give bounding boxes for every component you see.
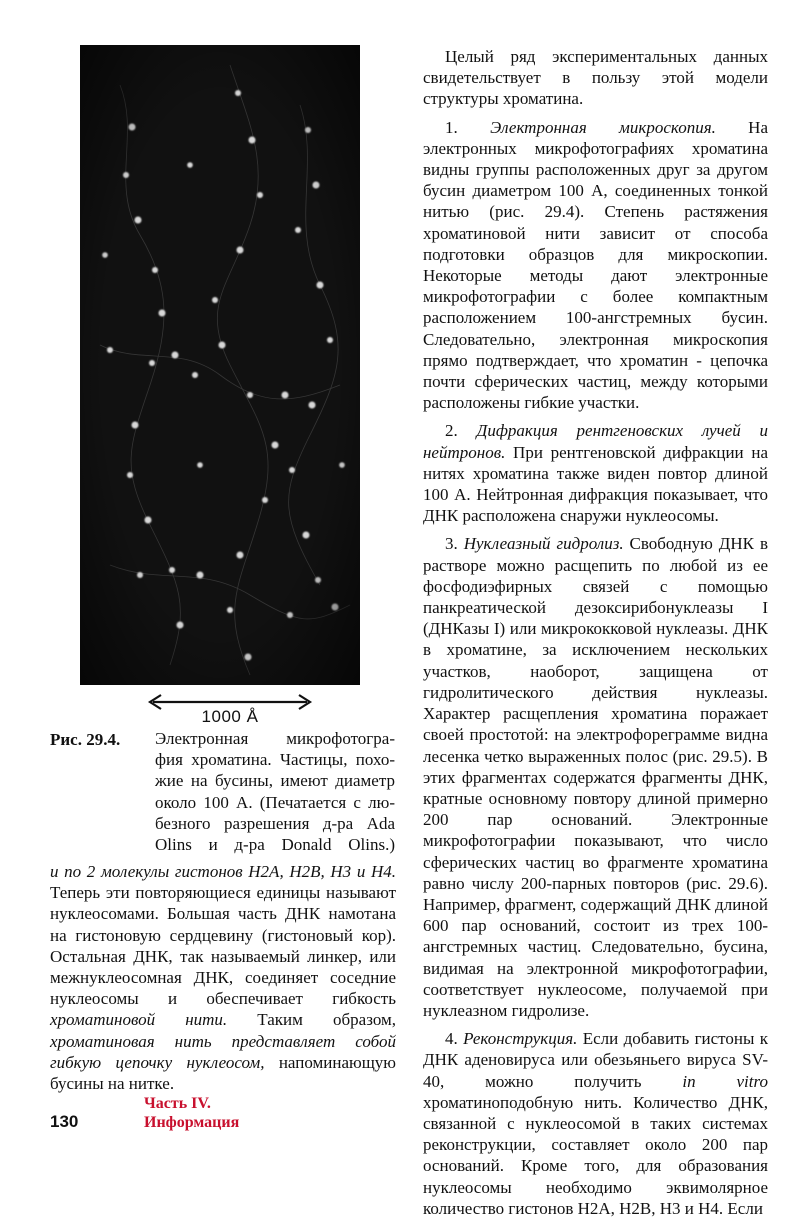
figure-caption	[155, 728, 395, 855]
scale-label: 1000 Å	[201, 707, 259, 726]
electron-micrograph	[80, 45, 360, 685]
caption-line: Olins и д-ра Donald Olins.)	[155, 835, 395, 855]
caption-line: жие на бусины, имеют диаметр	[155, 771, 395, 791]
item-title: Реконструкция.	[463, 1029, 578, 1049]
nucleosome-paragraph	[50, 861, 396, 1094]
text-italic: in vitro	[682, 1071, 768, 1091]
intro-paragraph: Целый ряд экспериментальных данных свидетельствует в пользу этой модели структуры хроматина.	[423, 47, 768, 109]
page-number: 130	[50, 1112, 79, 1131]
section-title: Информация	[144, 1114, 240, 1131]
item-body: На электронных микрофотографиях хроматина видны группы расположенных друг за другом бусин диаметром 100 А, соединенных тонкой нитью (рис. 29.4). Степень растяжения хроматиновой нити зависит от способа подготовки образцов для микроскопии. Некоторые методы дают электронные микрофотографии с более компактным расположением 100-ангстремных бусин. Следовательно, электронная микроскопия прямо подтверждает, что хроматин - цепочка почти сферических частиц, между которыми расположены гибкие участки.	[423, 117, 768, 413]
paragraph-nuclease-hydrolysis	[423, 533, 768, 1021]
text-italic: и по 2 молекулы гистонов Н2А, Н2В, Н3 и Н4.	[50, 862, 396, 881]
paragraph-diffraction	[423, 420, 768, 526]
caption-line: около 100 А. (Печатается с лю-	[155, 792, 395, 812]
item-title: Электронная микроскопия.	[490, 117, 716, 137]
item-number: 3.	[445, 534, 464, 554]
caption-line: безного разрешения д-ра Ada	[155, 813, 395, 833]
item-title: Дифракция рентгеновских лучей и нейтронов.	[423, 421, 768, 462]
text-italic: хроматиновая нить представляет собой гибкую цепочку нуклеосом,	[50, 1031, 396, 1072]
item-body: Свободную ДНК в растворе можно расщепить по любой из ее фосфодиэфирных связей с помощью панкреатической дезоксирибонуклеазы I (ДНКазы I) или микрококковой нуклеазы. ДНК в хроматине, за исключением нескольких участков, наоборот, защищена от гидролитического действия нуклеазы. Характер расщепления хроматина поражает своей простотой: на электрофореграмме видна лесенка четко выраженных полос (рис. 29.5). В этих фрагментах содержатся фрагменты ДНК, кратные основному повтору длиной примерно 200 пар оснований. Электронные микрофотографии показывают, что число сферических частиц во фрагменте хроматина равно числу 200-парных повторов (рис. 29.6). Например, фрагмент, содержащий ДНК длиной 600 пар оснований, состоит из трех 100-ангстремных частиц. Следовательно, бусина, видимая на электронной микрофотографии, соответствует нуклеосоме, получаемой при нуклеазном гидролизе.	[423, 534, 768, 1020]
text-italic: хроматиновой нити.	[50, 1010, 228, 1030]
section-part: Часть IV.	[144, 1095, 211, 1112]
caption-line: Электронная микрофотогра-	[155, 729, 395, 748]
item-body: При рентгеновской дифракции на нитях хроматина также виден повтор длиной 100 А. Нейтронная дифракция показывает, что ДНК расположена снаружи нуклеосомы.	[423, 442, 768, 526]
text-span: напоминающую бусины на нитке.	[50, 1052, 396, 1094]
caption-line: фия хроматина. Частицы, похо-	[155, 750, 395, 770]
item-number: 4.	[445, 1029, 464, 1049]
text-span: Таким образом,	[227, 1010, 397, 1030]
item-number: 1.	[445, 117, 491, 137]
micrograph-image	[80, 45, 360, 685]
paragraph-electron-microscopy	[423, 117, 768, 414]
scale-bar	[145, 692, 315, 732]
right-column-text	[423, 46, 768, 1226]
left-column-text	[50, 861, 396, 1094]
text-span: Теперь эти повторяющиеся единицы называют нуклеосомами. Большая часть ДНК намотана на гистоновую сердцевину (гистоновый кор). Остальная ДНК, так называемый линкер, или межнуклеосомная ДНК, соединяет соседние нуклеосомы и обеспечивает гибкость	[50, 883, 396, 1009]
section-label	[144, 1094, 239, 1132]
item-body: Если добавить гистоны к ДНК аденовируса или обезьяньего вируса SV-40, можно получить	[423, 1029, 769, 1091]
item-number: 2.	[445, 421, 477, 441]
item-title: Нуклеазный гидролиз.	[463, 534, 624, 554]
figure-caption-label: Рис. 29.4.	[50, 730, 121, 749]
item-body: хроматиноподобную нить. Количество ДНК, связанной с нуклеосомой в таких системах реконструкции, составляет около 200 пар оснований. Кроме того, для образования нуклеосомы необходимо эквимолярное количество гистонов Н2А, Н2В, Н3 и Н4. Если	[423, 1092, 768, 1218]
paragraph-reconstruction	[423, 1028, 768, 1219]
